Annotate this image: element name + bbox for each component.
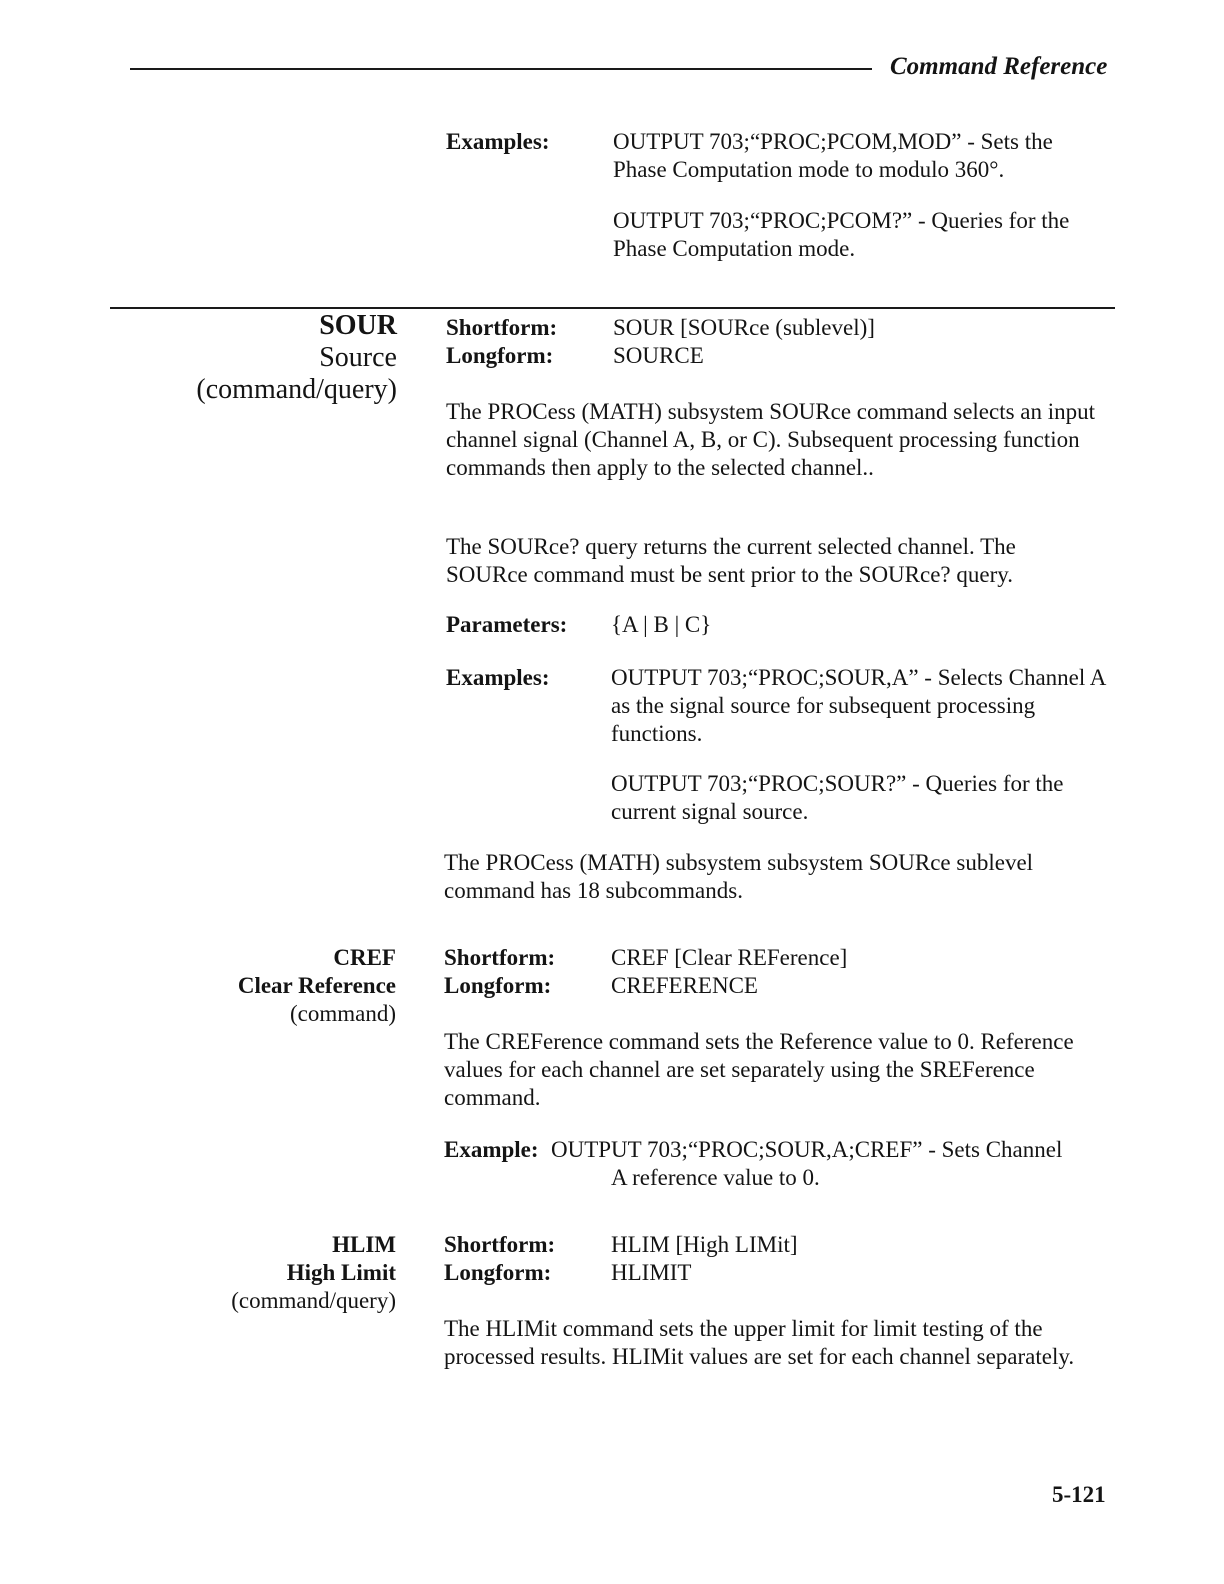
hlim-shortform-value: HLIM [High LIMit]: [611, 1232, 798, 1257]
hlim-name: HLIM: [332, 1232, 396, 1257]
cref-heading: [100, 944, 396, 1028]
hlim-heading: [100, 1231, 396, 1315]
cref-shortform-value: CREF [Clear REFerence]: [611, 945, 848, 970]
sour-title: Source: [319, 342, 397, 373]
cref-description: The CREFerence command sets the Reference value to 0. Reference values for each channel are set separately using the SREFerence command.: [444, 1029, 1074, 1110]
sour-parameters-value: {A | B | C}: [611, 612, 712, 637]
hlim-shortform-label: Shortform:: [444, 1232, 556, 1257]
sour-longform-label: Longform:: [446, 343, 554, 368]
cref-longform-label: Longform:: [444, 973, 552, 998]
sour-description-1: The PROCess (MATH) subsystem SOURce command selects an input channel signal (Channel A, B, or C). Subsequent processing function commands then apply to the selected channel..: [446, 399, 1096, 480]
sour-examples-label: Examples:: [446, 665, 550, 690]
sour-shortform-value: SOUR [SOURce (sublevel)]: [613, 315, 875, 340]
cref-longform-value: CREFERENCE: [611, 973, 758, 998]
sour-example-1: OUTPUT 703;“PROC;SOUR,A” - Selects Channel A as the signal source for subsequent processing functions.: [611, 665, 1106, 746]
section-rule: [110, 307, 1115, 309]
header-rule: [130, 68, 872, 70]
top-example-1: OUTPUT 703;“PROC;PCOM,MOD” - Sets the Phase Computation mode to modulo 360°.: [613, 129, 1053, 182]
header-title: Command Reference: [890, 53, 1108, 80]
cref-shortform-label: Shortform:: [444, 945, 556, 970]
hlim-kind: (command/query): [231, 1288, 396, 1313]
sour-shortform-label: Shortform:: [446, 315, 558, 340]
hlim-longform-value: HLIMIT: [611, 1260, 692, 1285]
cref-example-line-2: A reference value to 0.: [611, 1165, 820, 1190]
hlim-title: High Limit: [286, 1260, 396, 1285]
top-examples-label: Examples:: [446, 129, 550, 154]
sour-example-2: OUTPUT 703;“PROC;SOUR?” - Queries for the current signal source.: [611, 771, 1064, 824]
cref-example-label: Example:: [444, 1137, 539, 1162]
cref-example-line-1: OUTPUT 703;“PROC;SOUR,A;CREF” - Sets Channel: [551, 1137, 1063, 1162]
sour-parameters-label: Parameters:: [446, 612, 568, 637]
sour-note: The PROCess (MATH) subsystem subsystem SOURce sublevel command has 18 subcommands.: [444, 850, 1034, 903]
hlim-description: The HLIMit command sets the upper limit for limit testing of the processed results. HLIMit values are set for each channel separately.: [444, 1316, 1075, 1369]
hlim-longform-label: Longform:: [444, 1260, 552, 1285]
sour-kind: (command/query): [196, 374, 397, 405]
cref-title: Clear Reference: [237, 973, 396, 998]
sour-name: SOUR: [319, 310, 397, 341]
sour-description-2: The SOURce? query returns the current selected channel. The SOURce command must be sent prior to the SOURce? query.: [446, 534, 1016, 587]
cref-name: CREF: [333, 945, 396, 970]
sour-heading: [100, 310, 397, 406]
page-number: 5-121: [1052, 1482, 1106, 1507]
cref-kind: (command): [289, 1001, 396, 1026]
top-example-2: OUTPUT 703;“PROC;PCOM?” - Queries for the Phase Computation mode.: [613, 208, 1070, 261]
sour-longform-value: SOURCE: [613, 343, 704, 368]
